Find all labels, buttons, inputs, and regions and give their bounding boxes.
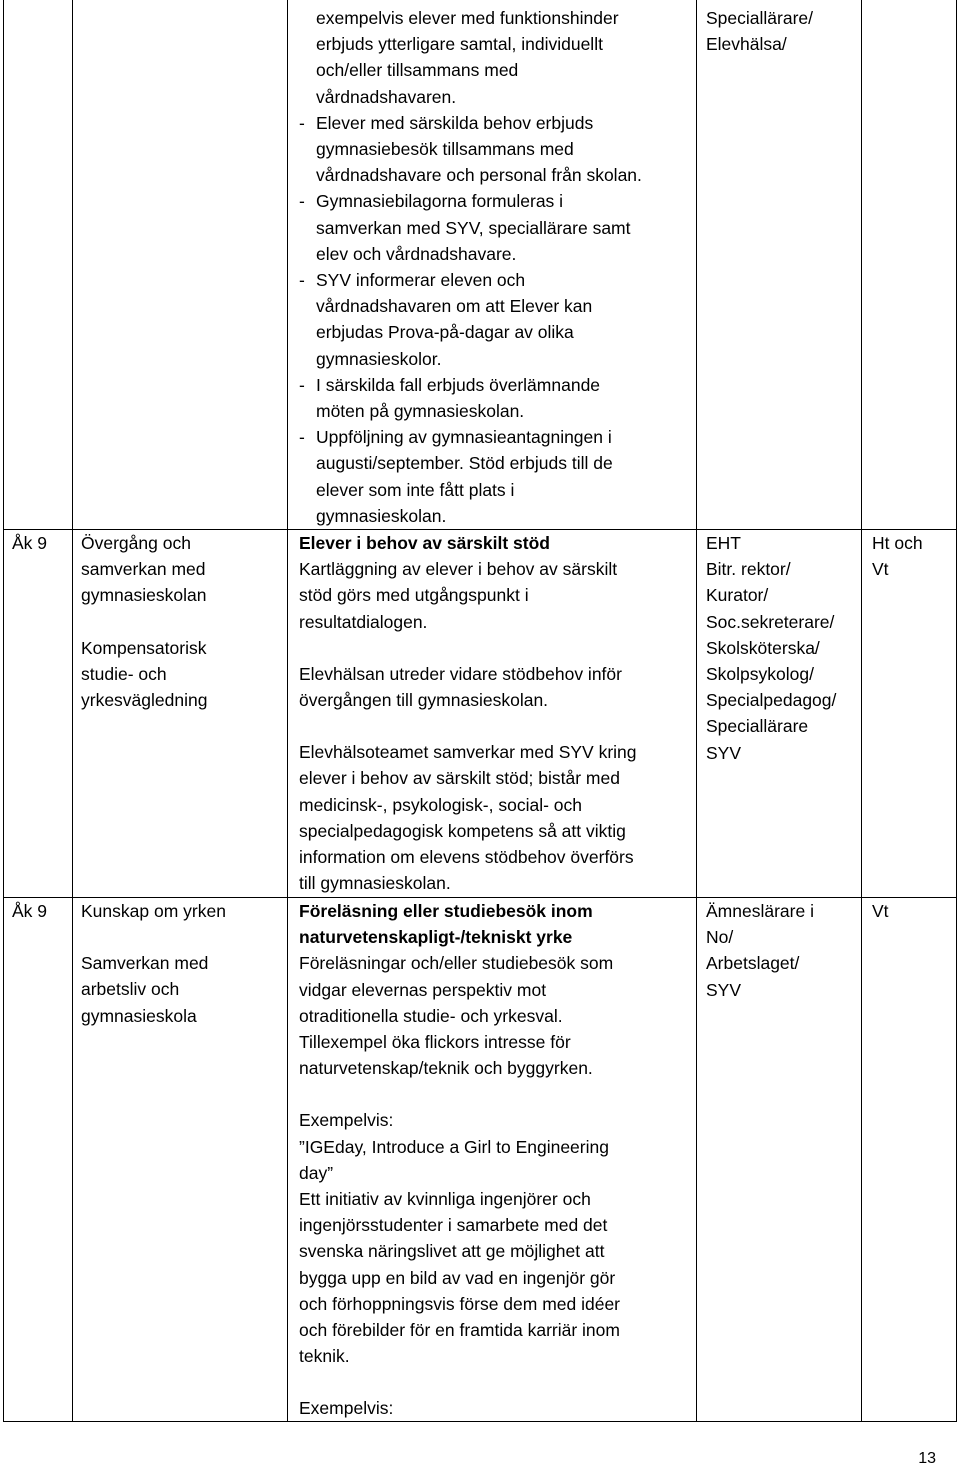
text-line: gymnasieskolan bbox=[81, 585, 207, 606]
text-line: möten på gymnasieskolan. bbox=[316, 401, 525, 422]
grade-label: Åk 9 bbox=[12, 533, 48, 553]
activity-heading: Elever i behov av särskilt stöd bbox=[299, 533, 550, 553]
text-line: Kunskap om yrken bbox=[81, 901, 226, 921]
text-line: Speciallärare/ bbox=[706, 8, 813, 28]
middle-responsible-cell bbox=[706, 530, 836, 766]
bottom-area-cell bbox=[81, 898, 226, 1029]
text-line: vidgar elevernas perspektiv mot bbox=[299, 979, 547, 1000]
text-line: medicinsk-, psykologisk-, social- och bbox=[299, 794, 583, 815]
text-line: Samverkan med bbox=[81, 953, 209, 974]
column-divider bbox=[861, 0, 862, 1422]
text-line: augusti/september. Stöd erbjuds till de bbox=[316, 453, 613, 474]
text-line: erbjuds ytterligare samtal, individuellt bbox=[316, 34, 603, 55]
text-line: arbetsliv och bbox=[81, 979, 180, 1000]
text-line: information om elevens stödbehov överförs bbox=[299, 847, 634, 868]
text-line: gymnasieskolor. bbox=[316, 348, 442, 369]
text-line: resultatdialogen. bbox=[299, 611, 428, 632]
text-line: studie- och bbox=[81, 663, 167, 684]
text-line: Skolsköterska/ bbox=[706, 637, 820, 658]
top-responsible-cell bbox=[706, 5, 813, 57]
text-line: Skolpsykolog/ bbox=[706, 664, 814, 685]
column-divider bbox=[696, 0, 697, 1422]
bottom-time-cell bbox=[872, 898, 889, 924]
text-line: - Gymnasiebilagorna formuleras i bbox=[316, 191, 564, 212]
text-line: stöd görs med utgångspunkt i bbox=[299, 585, 529, 606]
text-line: bygga upp en bild av vad en ingenjör gör bbox=[299, 1267, 616, 1288]
text-line: Kurator/ bbox=[706, 585, 769, 606]
text-line: Övergång och bbox=[81, 533, 191, 553]
text-line: - Uppföljning av gymnasieantagningen i bbox=[316, 427, 612, 448]
text-line: gymnasieskola bbox=[81, 1005, 197, 1026]
text-line: och förebilder för en framtida karriär inom bbox=[299, 1320, 620, 1341]
text-line: Exempelvis: bbox=[299, 1110, 394, 1131]
text-line: övergången till gymnasieskolan. bbox=[299, 690, 549, 711]
text-line: Bitr. rektor/ bbox=[706, 559, 791, 580]
text-line: EHT bbox=[706, 533, 741, 553]
middle-area-cell bbox=[81, 530, 207, 713]
bullet-item bbox=[299, 110, 642, 189]
text-line: vårdnadshavaren om att Elever kan bbox=[316, 296, 593, 317]
text-line: Elevhälsoteamet samverkar med SYV kring bbox=[299, 742, 637, 763]
bullet-item bbox=[299, 372, 642, 424]
text-line: elever som inte fått plats i bbox=[316, 479, 515, 500]
text-line: och/eller tillsammans med bbox=[316, 60, 519, 81]
text-line: Elevhälsa/ bbox=[706, 34, 787, 55]
text-line: gymnasiebesök tillsammans med bbox=[316, 139, 574, 160]
bullet-item bbox=[299, 424, 642, 529]
middle-time-cell bbox=[872, 530, 923, 582]
text-line: gymnasieskolan. bbox=[316, 505, 447, 526]
text-line: exempelvis elever med funktionshinder bbox=[316, 8, 619, 28]
bottom-activity-cell bbox=[299, 898, 620, 1422]
text-line: SYV bbox=[706, 979, 742, 1000]
text-line: ”IGEday, Introduce a Girl to Engineering bbox=[299, 1136, 609, 1157]
text-line: Soc.sekreterare/ bbox=[706, 611, 835, 632]
text-line: elev och vårdnadshavare. bbox=[316, 243, 517, 264]
text-line: Elevhälsan utreder vidare stödbehov inför bbox=[299, 663, 622, 684]
text-line: - SYV informerar eleven och bbox=[316, 270, 526, 291]
text-line: Kompensatorisk bbox=[81, 637, 207, 658]
grade-label: Åk 9 bbox=[12, 901, 48, 921]
activity-heading: Föreläsning eller studiebesök inom bbox=[299, 901, 593, 921]
text-line: teknik. bbox=[299, 1346, 350, 1367]
middle-activity-cell bbox=[299, 530, 637, 896]
text-line: ingenjörsstudenter i samarbete med det bbox=[299, 1215, 608, 1236]
bottom-responsible-cell bbox=[706, 898, 814, 1003]
top-activity-cell bbox=[299, 5, 642, 529]
bottom-grade-cell bbox=[12, 898, 47, 924]
text-line: vårdnadshavaren. bbox=[316, 86, 457, 107]
text-line: Föreläsningar och/eller studiebesök som bbox=[299, 953, 614, 974]
bullet-item bbox=[299, 267, 642, 372]
bullet-item bbox=[299, 188, 642, 267]
text-line: erbjudas Prova-på-dagar av olika bbox=[316, 322, 574, 343]
text-line: Vt bbox=[872, 901, 889, 921]
text-line: vårdnadshavare och personal från skolan. bbox=[316, 165, 642, 186]
text-line: Specialpedagog/ bbox=[706, 690, 837, 711]
text-line: Ht och bbox=[872, 533, 923, 553]
text-line: otraditionella studie- och yrkesval. bbox=[299, 1005, 563, 1026]
text-line: Exempelvis: bbox=[299, 1398, 394, 1419]
text-line: yrkesvägledning bbox=[81, 690, 208, 711]
text-line: day” bbox=[299, 1162, 334, 1183]
column-divider bbox=[287, 0, 288, 1422]
column-divider bbox=[72, 0, 73, 1422]
text-line: naturvetenskap/teknik och byggyrken. bbox=[299, 1058, 593, 1079]
bullet-continuation bbox=[299, 5, 642, 110]
text-line: No/ bbox=[706, 927, 734, 948]
page-number: 13 bbox=[918, 1450, 936, 1467]
text-line: - Elever med särskilda behov erbjuds bbox=[316, 112, 594, 133]
text-line: Arbetslaget/ bbox=[706, 953, 800, 974]
text-line: samverkan med bbox=[81, 559, 206, 580]
text-line: och förhoppningsvis förse dem med idéer bbox=[299, 1293, 621, 1314]
text-line: Speciallärare bbox=[706, 716, 809, 737]
text-line: svenska näringslivet att ge möjlighet att bbox=[299, 1241, 605, 1262]
text-line: specialpedagogisk kompetens så att viktig bbox=[299, 820, 626, 841]
text-line: till gymnasieskolan. bbox=[299, 873, 451, 894]
text-line: samverkan med SYV, speciallärare samt bbox=[316, 217, 631, 238]
text-line: Ämneslärare i bbox=[706, 901, 814, 921]
text-line: Tillexempel öka flickors intresse för bbox=[299, 1032, 571, 1053]
text-line: elever i behov av särskilt stöd; bistår med bbox=[299, 768, 620, 789]
text-line: - I särskilda fall erbjuds överlämnande bbox=[316, 374, 601, 395]
activity-heading: naturvetenskapligt-/tekniskt yrke bbox=[299, 927, 573, 948]
text-line: SYV bbox=[706, 742, 742, 763]
text-line: Kartläggning av elever i behov av särskilt bbox=[299, 559, 618, 580]
middle-grade-cell bbox=[12, 530, 47, 556]
text-line: Vt bbox=[872, 559, 889, 580]
text-line: Ett initiativ av kvinnliga ingenjörer och bbox=[299, 1189, 591, 1210]
